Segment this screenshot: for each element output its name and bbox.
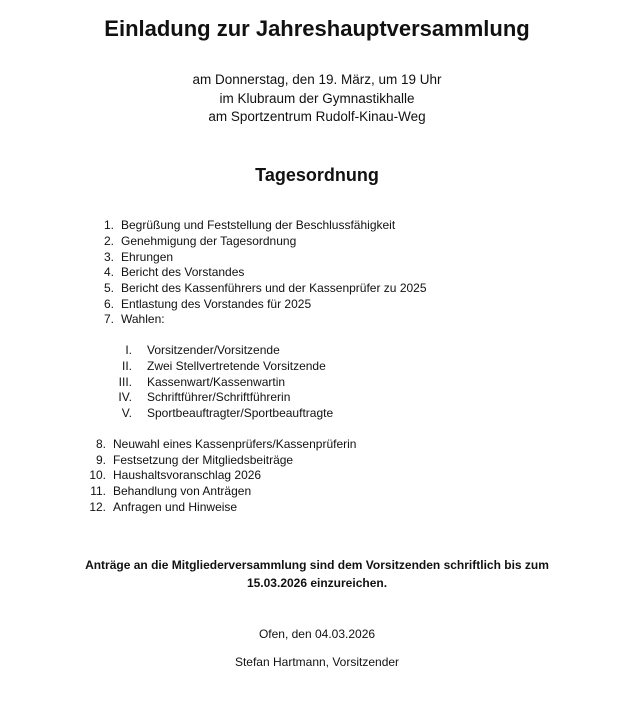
election-item-number: II. bbox=[121, 359, 132, 373]
election-item-text: Kassenwart/Kassenwartin bbox=[147, 375, 286, 389]
agenda-item-number: 6. bbox=[103, 297, 114, 311]
agenda-item-number: 1. bbox=[103, 218, 114, 232]
election-item-text: Sportbeauftragter/Sportbeauftragte bbox=[147, 406, 334, 420]
agenda-item-number: 2. bbox=[103, 234, 114, 248]
agenda-item-text: Anfragen und Hinweise bbox=[113, 500, 238, 514]
agenda-item-number: 8. bbox=[95, 437, 106, 451]
agenda-item-text: Neuwahl eines Kassenprüfers/Kassenprüferin bbox=[113, 437, 357, 451]
agenda-item-text: Ehrungen bbox=[121, 250, 174, 264]
meeting-location: am Sportzentrum Rudolf-Kinau-Weg bbox=[208, 109, 426, 124]
agenda-item-number: 5. bbox=[103, 281, 114, 295]
election-item-number: V. bbox=[121, 406, 132, 420]
agenda-item-number: 11. bbox=[90, 484, 106, 498]
agenda-item-text: Bericht des Kassenführers und der Kassenprüfer zu 2025 bbox=[121, 281, 427, 295]
agenda-item-number: 10. bbox=[89, 468, 106, 482]
agenda-item-number: 3. bbox=[103, 250, 114, 264]
document-title: Einladung zur Jahreshauptversammlung bbox=[104, 16, 530, 41]
agenda-item-text: Festsetzung der Mitgliedsbeiträge bbox=[113, 453, 294, 467]
election-item-text: Zwei Stellvertretende Vorsitzende bbox=[147, 359, 326, 373]
agenda-item-text: Behandlung von Anträgen bbox=[113, 484, 252, 498]
election-item-number: III. bbox=[118, 375, 132, 389]
election-item-text: Schriftführer/Schriftführerin bbox=[147, 390, 291, 404]
election-item-text: Vorsitzender/Vorsitzende bbox=[147, 343, 280, 357]
signature: Stefan Hartmann, Vorsitzender bbox=[234, 655, 400, 669]
meeting-date: am Donnerstag, den 19. März, um 19 Uhr bbox=[192, 72, 442, 87]
agenda-item-text: Genehmigung der Tagesordnung bbox=[121, 234, 297, 248]
agenda-item-text: Bericht des Vorstandes bbox=[121, 265, 245, 279]
place-date: Ofen, den 04.03.2026 bbox=[258, 627, 376, 641]
agenda-item-number: 12. bbox=[89, 500, 106, 514]
meeting-room: im Klubraum der Gymnastikhalle bbox=[219, 91, 415, 106]
agenda-item-number: 7. bbox=[103, 312, 114, 326]
agenda-item-text: Haushaltsvoranschlag 2026 bbox=[113, 468, 262, 482]
agenda-item-number: 4. bbox=[103, 265, 114, 279]
submission-notice: Anträge an die Mitgliederversammlung sind dem Vorsitzenden schriftlich bis zum 15.03.2026 einzureichen. bbox=[85, 558, 549, 590]
agenda-item-text: Entlastung des Vorstandes für 2025 bbox=[121, 297, 312, 311]
election-item-number: IV. bbox=[118, 390, 132, 404]
election-item-number: I. bbox=[125, 343, 132, 357]
agenda-item-number: 9. bbox=[95, 453, 106, 467]
agenda-heading: Tagesordnung bbox=[255, 165, 379, 185]
agenda-item-text: Wahlen: bbox=[121, 312, 165, 326]
agenda-item-text: Begrüßung und Feststellung der Beschlussfähigkeit bbox=[121, 218, 396, 232]
